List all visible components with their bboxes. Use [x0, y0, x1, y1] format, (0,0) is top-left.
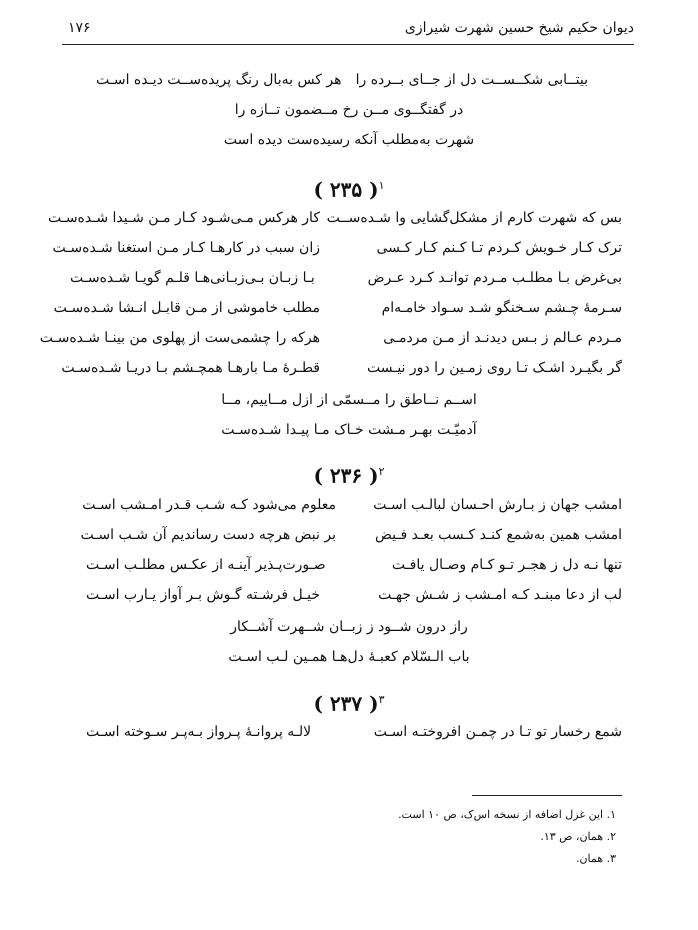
verse-hemistich: صـورت‌پـذیر آینـه از عکـس مطلـب اسـت: [86, 557, 326, 573]
verse-hemistich: معلوم می‌شود کـه شـب قـدر امـشب اسـت: [82, 497, 336, 513]
verse-hemistich: هر کس به‌بال رنگ پریده‌ســت دیـده اسـت: [96, 72, 342, 88]
ghazal-heading: $^۳$( ۲۳۷ ): [313, 691, 385, 716]
ghazal-heading: $^۱$( ۲۳۵ ): [313, 177, 385, 202]
verse-hemistich: گر بگیـرد اشـک تـا روی زمـین را دور نیـست: [366, 360, 622, 376]
verse-hemistich: سـرمهٔ چـشم سـخنگو شـد سـواد خامـه‌ام: [381, 300, 622, 316]
verse-hemistich: زان سبب در کارهـا کـار مـن استغنا شـده‌سـت: [52, 240, 320, 256]
verse-hemistich: بس که شهرت کارم از مشکل‌گشایی وا شـده‌ســت: [326, 210, 622, 226]
footnote: ۳. همان.: [575, 852, 616, 865]
verse-hemistich: امشب همین به‌شمع کنـد کـسب بعـد فـیض: [375, 527, 622, 543]
verse-line: راز درون شــود ز زبــان شــهرت آشــکار: [230, 619, 468, 635]
verse-hemistich: بیتــابی شکــســت دل از جــای بــرده را: [355, 72, 588, 88]
verse-hemistich: بی‌غرض بـا مطلـب مـردم توانـد کـرد عـرض: [367, 270, 622, 286]
verse-hemistich: خیـل فرشـته گـوش بـر آواز یـارب اسـت: [86, 587, 321, 603]
verse-hemistich: امشب جهان ز بـارش احـسان لبالـب اسـت: [373, 497, 622, 513]
verse-hemistich: شمع رخسار تو تـا در چمـن افروختـه اسـت: [373, 724, 622, 740]
page-number: ۱۷۶: [68, 20, 91, 36]
footnote-ref: ۱: [378, 179, 385, 192]
footnote: ۱. این غزل اضافه از نسخه اس‌ک، ص ۱۰ است.: [398, 808, 616, 821]
verse-hemistich: تنها نـه دل ز هجـر تـو کـام وصـال یافـت: [391, 557, 622, 573]
verse-line: آدمیّـت بهـر مـشت خـاک مـا پیـدا شـده‌سـت: [221, 422, 477, 438]
verse-hemistich: لب از دعا مبنـد کـه امـشب ز شـش جهـت: [378, 587, 622, 603]
verse-line: اســم نــاطق را مــسمّی از ازل مــاییم، مــا: [221, 392, 477, 408]
verse-hemistich: مـردم عـالم ز بـس دیدنـد از مـن مردمـی: [383, 330, 622, 346]
header-rule: [62, 44, 634, 45]
verse-line: در گفتگــوی مــن رخ مــضمون تــازه را: [234, 102, 464, 118]
verse-hemistich: بـا زبـان بـی‌زبـانی‌هـا قلـم گویـا شـده‌سـت: [70, 270, 315, 286]
footnote-rule: [472, 795, 622, 796]
verse-hemistich: بر نبض هرچه دست رساندیم آن شـب اسـت: [80, 527, 336, 543]
page-header: [60, 20, 634, 42]
verse-hemistich: قطـرهٔ مـا بارهـا همچـشم بـا دریـا شـده‌سـت: [61, 360, 320, 376]
ghazal-heading: $^۲$( ۲۳۶ ): [313, 463, 385, 488]
verse-line: باب الـسّلام کعبـهٔ دل‌هـا همـین لـب اسـت: [228, 649, 470, 665]
verse-hemistich: کار هرکس مـی‌شـود کـار مـن شـیدا شـده‌سـت: [47, 210, 320, 226]
verse-line: شهرت به‌مطلب آنکه رسیده‌ست دیده است: [223, 132, 475, 148]
verse-hemistich: هرکه را چشمی‌ست از پهلوی من بینـا شـده‌سـت: [39, 330, 320, 346]
verse-hemistich: ترک کـار خـویش کـردم تـا کـنم کـار کـسی: [376, 240, 622, 256]
footnote: ۲. همان، ص ۱۳.: [540, 830, 616, 843]
verse-hemistich: لالـه پروانـهٔ پـرواز بـه‌پـر سـوخته اسـت: [86, 724, 312, 740]
verse-hemistich: مطلب خاموشی از مـن قابـل انـشا شـده‌سـت: [53, 300, 320, 316]
book-title: دیوان حکیم شیخ حسین شهرت شیرازی: [404, 20, 634, 36]
footnote-ref: ۲: [378, 465, 385, 478]
footnote-ref: ۳: [378, 693, 385, 706]
